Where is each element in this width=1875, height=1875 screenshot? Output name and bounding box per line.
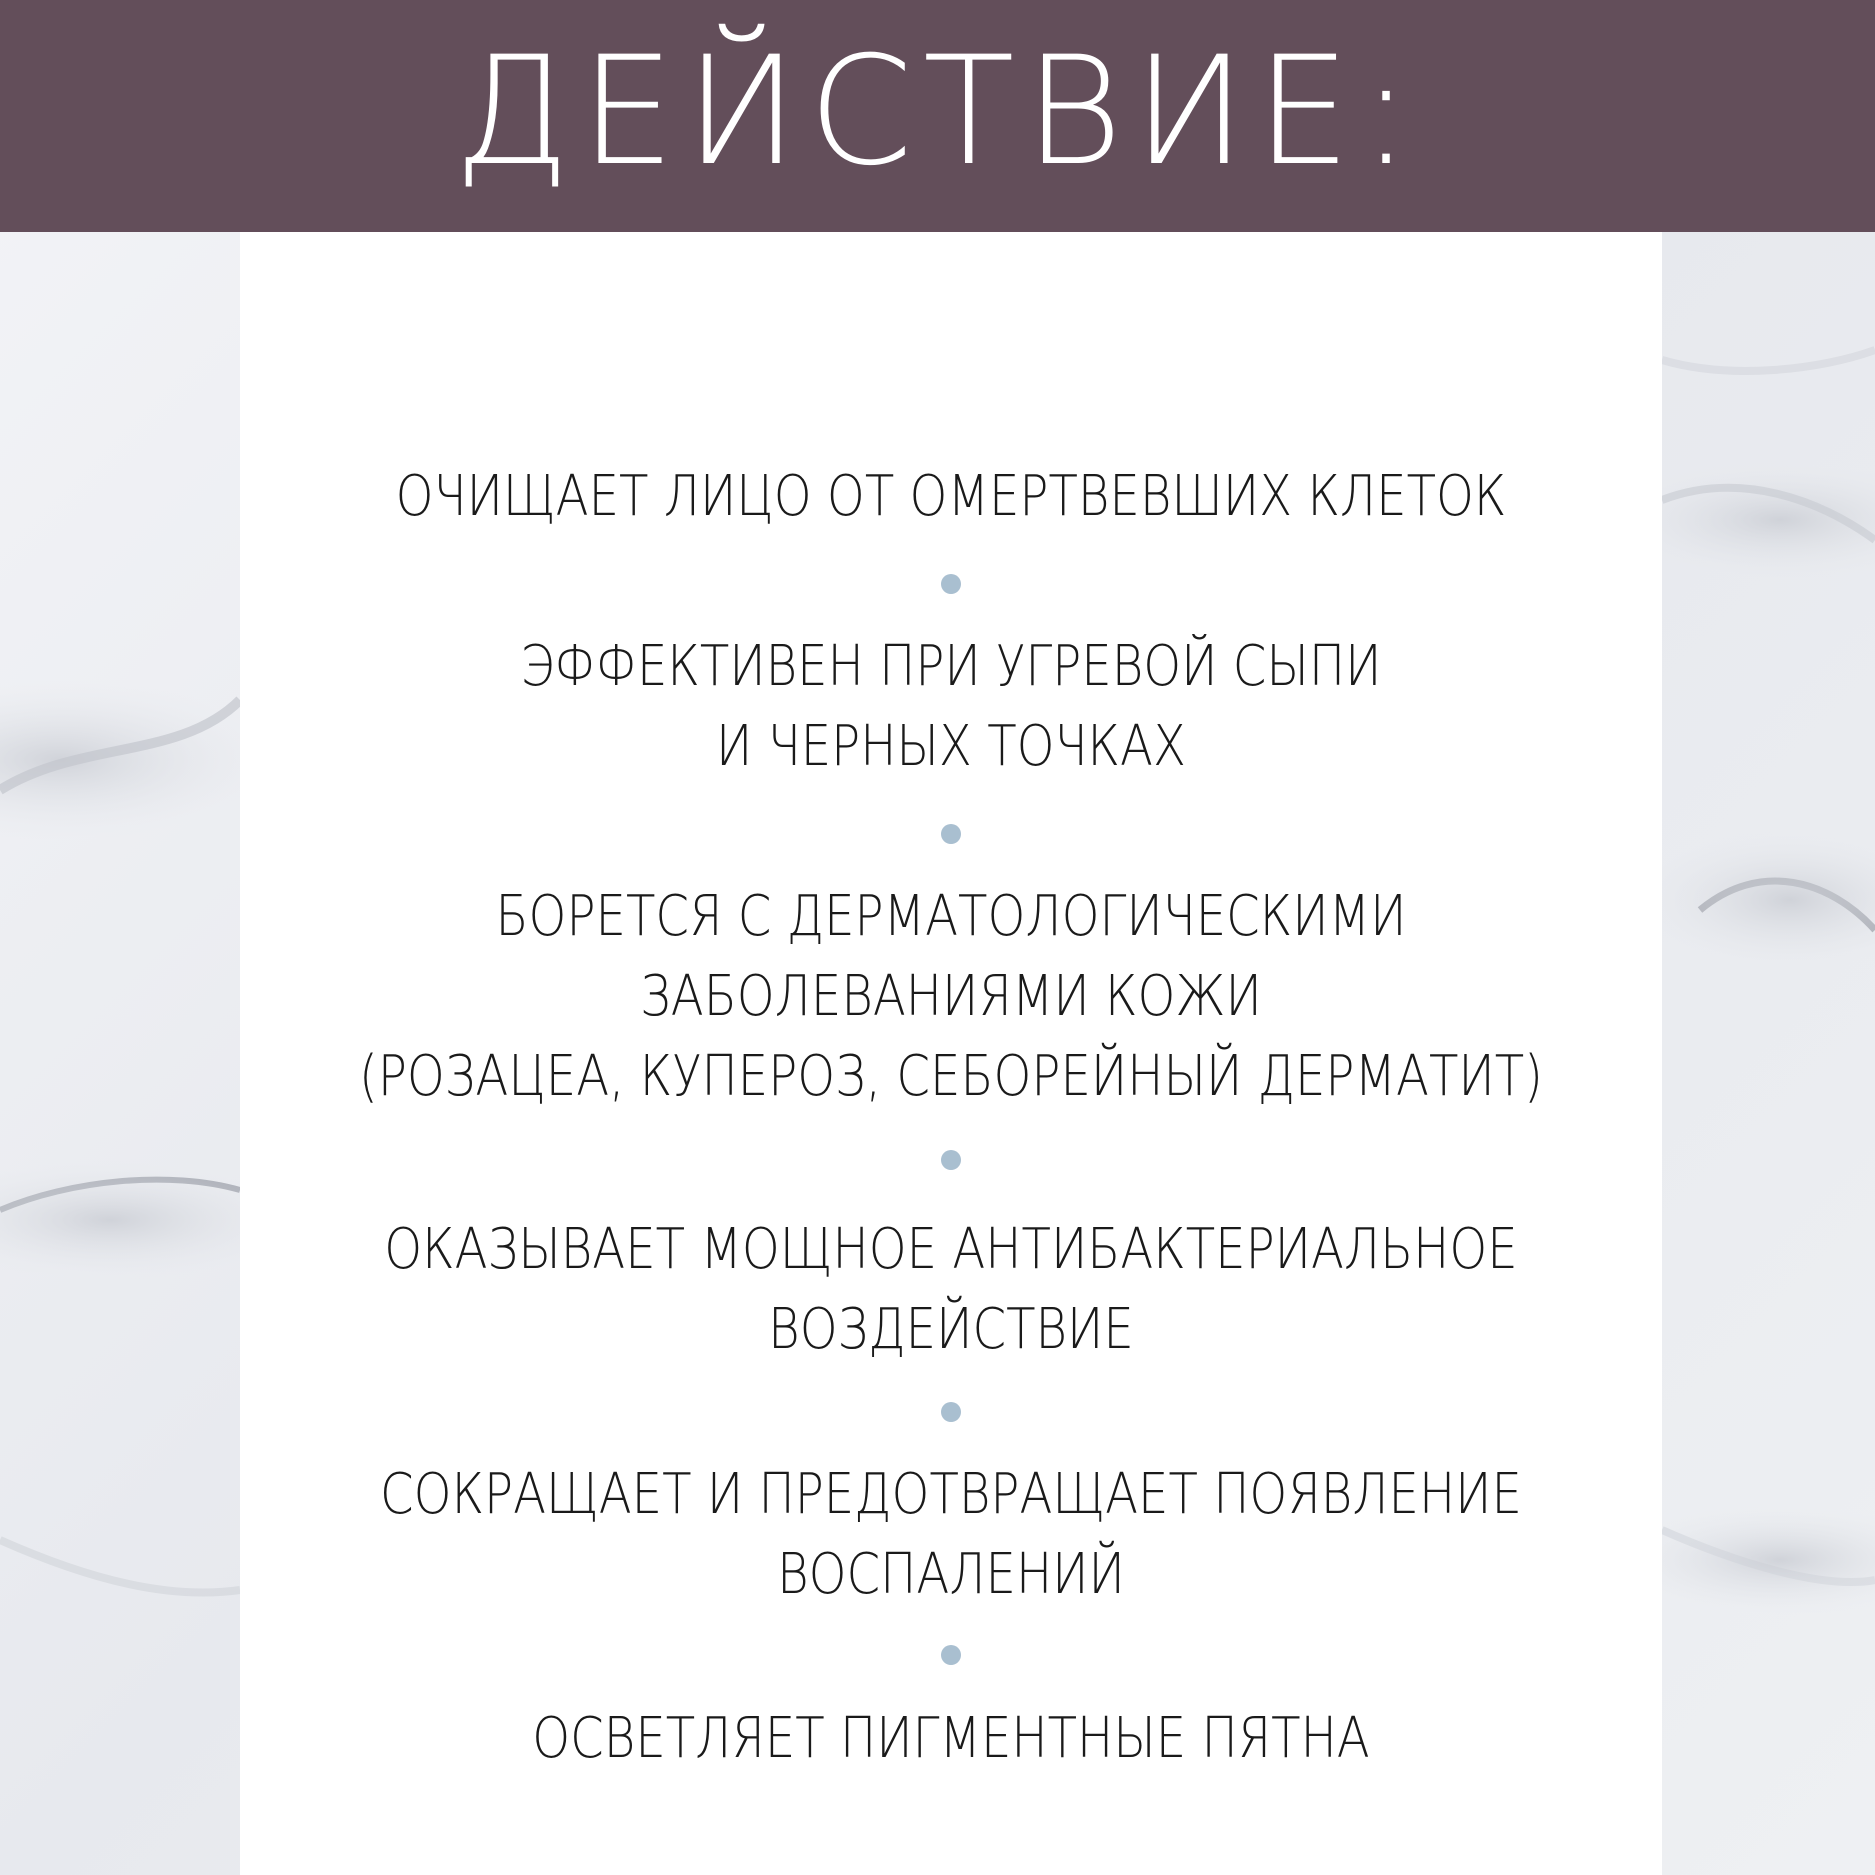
header-banner [0,0,1875,232]
benefit-line: ОКАЗЫВАЕТ МОЩНОЕ АНТИБАКТЕРИАЛЬНОЕ [384,1217,1518,1282]
bullet-dot [941,1645,961,1665]
benefit-item-6 [340,1699,1563,1779]
benefit-item-3 [340,877,1563,1117]
bullet-dot [941,1402,961,1422]
benefit-line: И ЧЕРНЫХ ТОЧКАХ [716,714,1186,779]
bullet-dot [941,1150,961,1170]
bullet-dot [941,824,961,844]
benefit-line: ОСВЕТЛЯЕТ ПИГМЕНТНЫЕ ПЯТНА [532,1706,1370,1771]
benefits-panel [240,232,1662,1875]
benefit-item-5 [340,1455,1563,1615]
bullet-dot [941,574,961,594]
benefit-item-4 [340,1210,1563,1370]
benefit-line: ВОЗДЕЙСТВИЕ [768,1297,1134,1362]
benefit-line: ЭФФЕКТИВЕН ПРИ УГРЕВОЙ СЫПИ [520,634,1382,699]
benefit-line: ВОСПАЛЕНИЙ [777,1542,1125,1607]
page-title: ДЕЙСТВИЕ: [453,25,1422,199]
benefit-line: (РОЗАЦЕА, КУПЕРОЗ, СЕБОРЕЙНЫЙ ДЕРМАТИТ) [359,1044,1543,1109]
benefit-line: ЗАБОЛЕВАНИЯМИ КОЖИ [640,964,1262,1029]
benefit-line: СОКРАЩАЕТ И ПРЕДОТВРАЩАЕТ ПОЯВЛЕНИЕ [380,1462,1522,1527]
benefit-line: БОРЕТСЯ С ДЕРМАТОЛОГИЧЕСКИМИ [495,884,1407,949]
benefit-item-2 [340,627,1563,787]
benefit-item-1 [340,457,1563,537]
benefit-line: ОЧИЩАЕТ ЛИЦО ОТ ОМЕРТВЕВШИХ КЛЕТОК [395,464,1507,529]
